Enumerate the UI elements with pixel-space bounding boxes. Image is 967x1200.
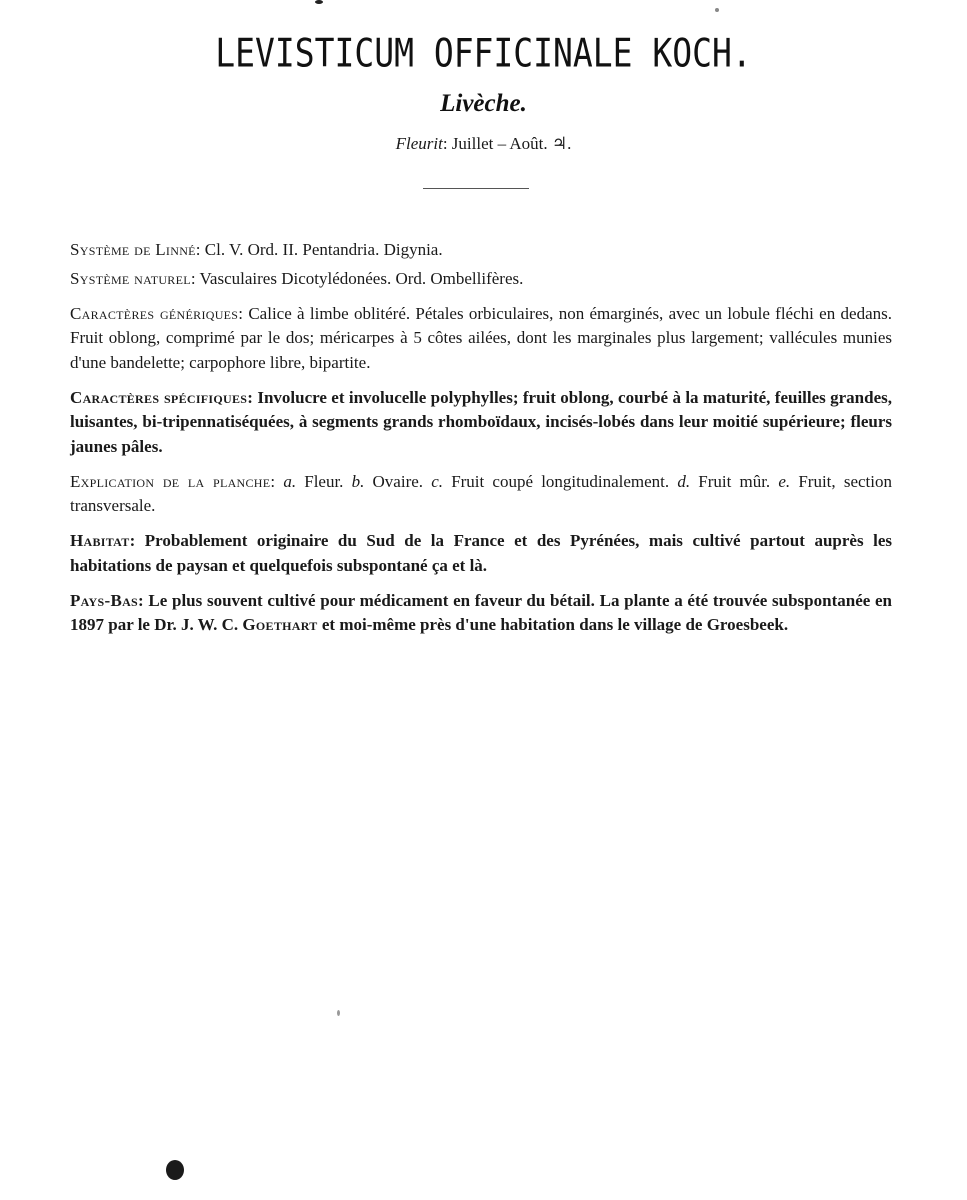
- common-name-subtitle: Livèche.: [440, 90, 527, 117]
- flowering-line: [0, 134, 967, 154]
- section-specifiques: [70, 386, 892, 460]
- section-text: :: [270, 471, 284, 491]
- section-naturel: [70, 267, 892, 292]
- figure-letter-a: a.: [283, 471, 297, 491]
- flowering-label: Fleurit: [395, 134, 443, 153]
- section-label: Système naturel: [70, 268, 191, 288]
- section-text: : Vasculaires Dicotylédonées. Ord. Ombellifères.: [190, 268, 524, 288]
- figure-letter-c: c.: [431, 471, 444, 491]
- section-text: : Calice à limbe oblitéré. Pétales orbiculaires, non émarginés, avec un lobule fléchi en dedans. Fruit oblong, comprimé par le dos; méricarpes à 5 côtes ailées, dont les marginales plus largement; vallécules munies d'une bandelette; carpophore libre, bipartite.: [70, 303, 892, 372]
- section-label: Pays-Bas: [70, 590, 139, 610]
- figure-caption-d: Fruit mûr.: [690, 471, 779, 491]
- figure-letter-e: e.: [778, 471, 791, 491]
- figure-letter-d: d.: [677, 471, 691, 491]
- section-linne: [70, 238, 892, 263]
- section-text: : Involucre et involucelle polyphylles; fruit oblong, courbé à la maturité, feuilles grandes, luisantes, bi-tripennatiséquées, à segments grands rhomboïdaux, incisés-lobés dans leur moitié supérieure; fleurs jaunes pâles.: [70, 387, 893, 456]
- page-title: LEVISTICUM OFFICINALE KOCH.: [215, 30, 752, 77]
- description-body: [70, 238, 892, 648]
- figure-caption-a: Fleur.: [296, 471, 352, 491]
- section-text: : Cl. V. Ord. II. Pentandria. Digynia.: [195, 240, 443, 259]
- figure-caption-c: Fruit coupé longitudinalement.: [443, 471, 678, 491]
- section-text: : Probablement originaire du Sud de la France et des Pyrénées, mais cultivé partout auprès les habitations de paysan et quelquefois subspontané ça et là.: [70, 531, 892, 575]
- section-text: : Le plus souvent cultivé pour médicament en faveur du bétail. La plante a été trouvée subspontanée en 1897 par le Dr. J. W. C.: [70, 590, 892, 634]
- section-explication: [70, 470, 892, 519]
- section-label: Système de Linné: [70, 240, 196, 259]
- ink-speck: [337, 1010, 340, 1016]
- section-label: Habitat: [70, 531, 130, 550]
- section-habitat: [70, 529, 892, 578]
- section-label: Caractères spécifiques: [70, 387, 248, 407]
- figure-caption-e: Fruit, section transversale.: [70, 471, 892, 515]
- ink-speck: [715, 8, 719, 12]
- ink-blot: [166, 1160, 184, 1180]
- section-text-end: et moi-même près d'une habitation dans le village de Groesbeek.: [317, 615, 789, 634]
- section-label: Caractères génériques: [70, 303, 239, 323]
- figure-letter-b: b.: [351, 471, 365, 491]
- section-label: Explication de la planche: [70, 471, 271, 491]
- ink-speck: [315, 0, 323, 4]
- flowering-value: : Juillet – Août. ♃.: [442, 134, 572, 153]
- figure-caption-b: Ovaire.: [364, 471, 432, 491]
- section-paysbas: [70, 589, 892, 638]
- section-generiques: [70, 302, 892, 376]
- divider-rule: [423, 188, 529, 189]
- person-name: Goethart: [242, 615, 318, 634]
